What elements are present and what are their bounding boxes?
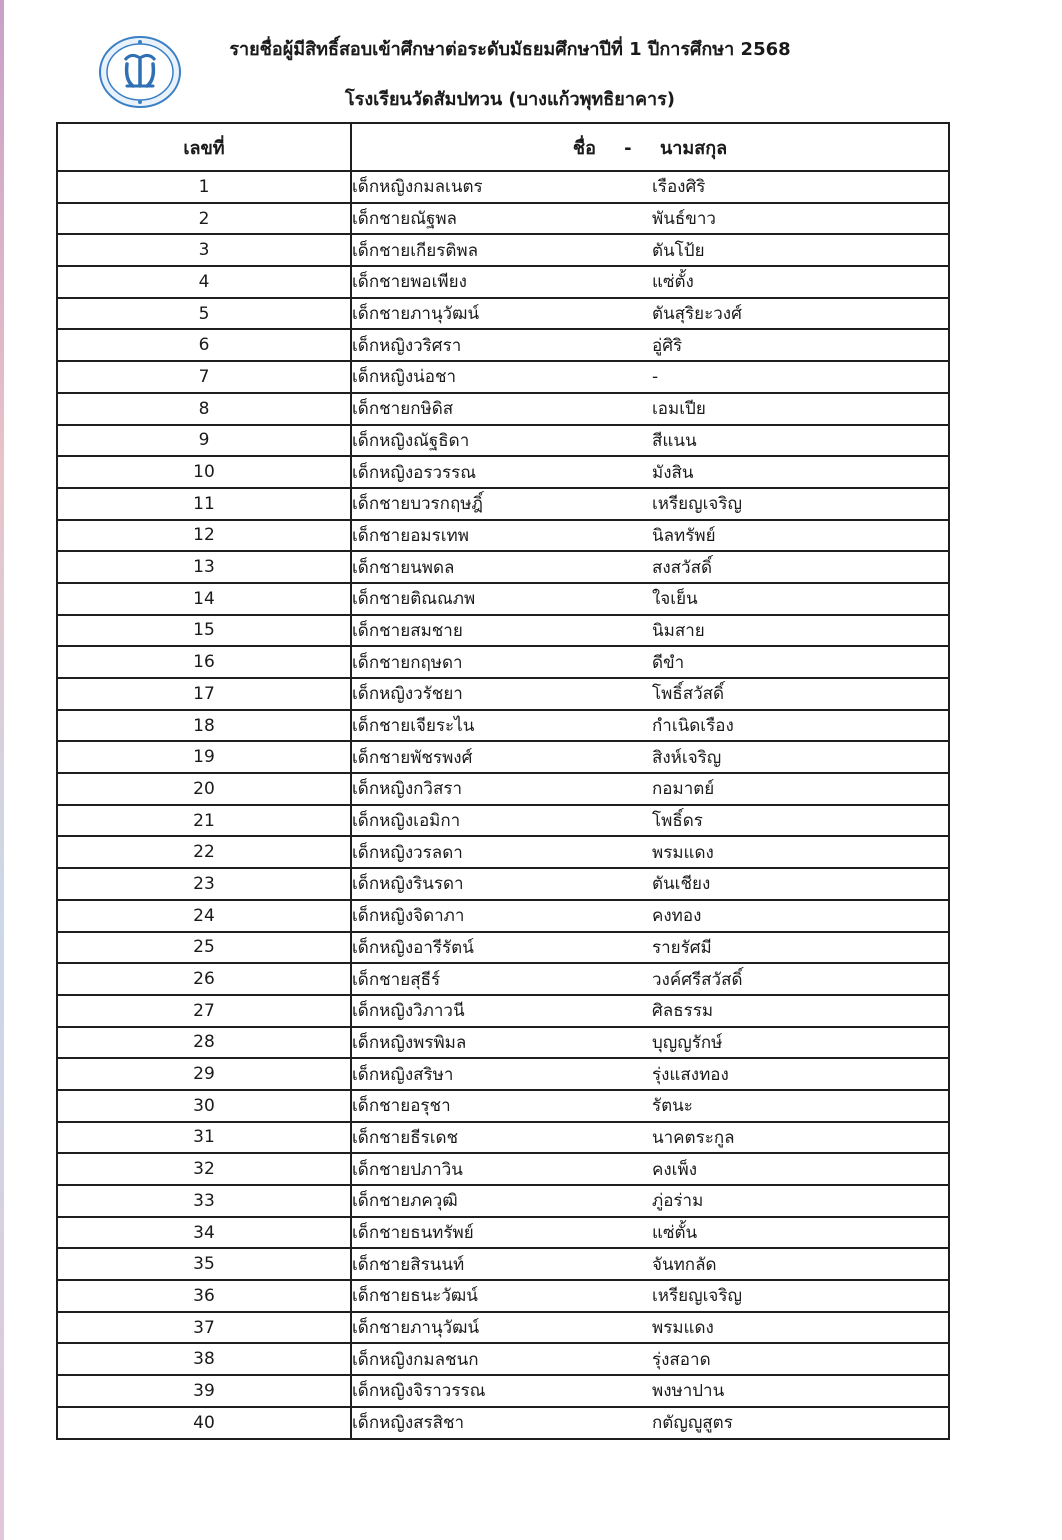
- student-first-name: เด็กชายกษิดิส: [352, 399, 454, 420]
- table-row: [57, 1217, 949, 1249]
- table-row: [57, 551, 949, 583]
- student-last-name: รุ่งสอาด: [652, 1349, 711, 1370]
- table-row: [57, 868, 949, 900]
- student-name-cell: [351, 741, 949, 773]
- student-name-cell: [351, 393, 949, 425]
- student-name-cell: [351, 932, 949, 964]
- student-name-cell: [351, 868, 949, 900]
- row-number: 5: [57, 298, 351, 330]
- student-first-name: เด็กหญิงวรัชยา: [352, 684, 463, 705]
- student-name-cell: [351, 1122, 949, 1154]
- row-number: 24: [57, 900, 351, 932]
- student-last-name: เรืองศิริ: [652, 177, 706, 198]
- table-row: [57, 1027, 949, 1059]
- student-name-cell: [351, 583, 949, 615]
- student-first-name: เด็กชายอมรเทพ: [352, 525, 469, 546]
- table-row: [57, 963, 949, 995]
- student-name-cell: [351, 836, 949, 868]
- row-number: 21: [57, 805, 351, 837]
- row-number: 25: [57, 932, 351, 964]
- column-header-first-name: ชื่อ: [572, 137, 596, 159]
- student-name-cell: [351, 520, 949, 552]
- student-last-name: บุญญรักษ์: [652, 1032, 723, 1053]
- student-name-cell: [351, 234, 949, 266]
- student-name-cell: [351, 1248, 949, 1280]
- table-row: [57, 393, 949, 425]
- student-name-cell: [351, 266, 949, 298]
- student-last-name: -: [652, 367, 659, 388]
- student-name-cell: [351, 646, 949, 678]
- student-last-name: พงษาปาน: [652, 1381, 725, 1402]
- table-row: [57, 425, 949, 457]
- student-first-name: เด็กหญิงจิดาภา: [352, 906, 465, 927]
- student-name-cell: [351, 1343, 949, 1375]
- student-last-name: อู่ศิริ: [652, 335, 683, 356]
- student-first-name: เด็กหญิงวรลดา: [352, 842, 463, 863]
- student-name-cell: [351, 171, 949, 203]
- student-last-name: วงค์ศรีสวัสดิ์: [652, 969, 743, 990]
- page-title: รายชื่อผู้มีสิทธิ์สอบเข้าศึกษาต่อระดับมัธยมศึกษาปีที่ 1 ปีการศึกษา 2568: [229, 39, 791, 60]
- student-last-name: โพธิ์ดร: [652, 811, 703, 832]
- student-last-name: ดีขำ: [652, 652, 685, 673]
- student-first-name: เด็กชายสุธีร์: [352, 969, 441, 990]
- table-row: [57, 1122, 949, 1154]
- student-last-name: กำเนิดเรือง: [652, 716, 734, 737]
- student-name-cell: [351, 1185, 949, 1217]
- student-name-cell: [351, 773, 949, 805]
- student-name-cell: [351, 425, 949, 457]
- student-last-name: ตันสุริยะวงศ์: [652, 304, 742, 325]
- student-last-name: ภู่อร่าม: [652, 1191, 704, 1212]
- table-row: [57, 805, 949, 837]
- row-number: 22: [57, 836, 351, 868]
- table-row: [57, 520, 949, 552]
- student-last-name: ตันเชียง: [652, 874, 711, 895]
- student-name-cell: [351, 361, 949, 393]
- student-name-cell: [351, 298, 949, 330]
- student-first-name: เด็กชายสมชาย: [352, 620, 463, 641]
- student-first-name: เด็กหญิงกมลชนก: [352, 1349, 479, 1370]
- student-last-name: พันธ์ขาว: [652, 209, 716, 230]
- column-header-separator: -: [624, 137, 632, 159]
- student-first-name: เด็กชายเกียรติพล: [352, 240, 479, 261]
- student-first-name: เด็กชายติณณภพ: [352, 589, 476, 610]
- student-last-name: โพธิ์สวัสดิ์: [652, 684, 725, 705]
- table-row: [57, 741, 949, 773]
- school-seal-icon: [97, 34, 183, 110]
- student-first-name: เด็กชายณัฐพล: [352, 209, 457, 230]
- table-row: [57, 646, 949, 678]
- student-name-cell: [351, 1280, 949, 1312]
- student-name-cell: [351, 1027, 949, 1059]
- student-name-cell: [351, 1312, 949, 1344]
- table-row: [57, 1058, 949, 1090]
- row-number: 2: [57, 203, 351, 235]
- student-last-name: สีแนน: [652, 430, 697, 451]
- table-row: [57, 171, 949, 203]
- student-name-cell: [351, 805, 949, 837]
- row-number: 11: [57, 488, 351, 520]
- row-number: 36: [57, 1280, 351, 1312]
- student-first-name: เด็กชายภานุวัฒน์: [352, 304, 480, 325]
- student-first-name: เด็กชายพอเพียง: [352, 272, 467, 293]
- row-number: 30: [57, 1090, 351, 1122]
- row-number: 16: [57, 646, 351, 678]
- row-number: 26: [57, 963, 351, 995]
- student-first-name: เด็กหญิงอารีรัตน์: [352, 937, 474, 958]
- student-last-name: มังสิน: [652, 462, 694, 483]
- row-number: 20: [57, 773, 351, 805]
- student-name-cell: [351, 551, 949, 583]
- table-row: [57, 773, 949, 805]
- student-first-name: เด็กชายธีรเดช: [352, 1127, 459, 1148]
- student-name-cell: [351, 1217, 949, 1249]
- column-header-last-name: นามสกุล: [659, 137, 728, 159]
- student-first-name: เด็กหญิงณัฐธิดา: [352, 430, 470, 451]
- row-number: 15: [57, 615, 351, 647]
- student-name-cell: [351, 488, 949, 520]
- student-last-name: พรมแดง: [652, 1318, 714, 1339]
- student-first-name: เด็กชายธนะวัฒน์: [352, 1286, 478, 1307]
- row-number: 31: [57, 1122, 351, 1154]
- student-first-name: เด็กหญิงรินรดา: [352, 874, 464, 895]
- row-number: 32: [57, 1153, 351, 1185]
- student-name-cell: [351, 329, 949, 361]
- student-first-name: เด็กชายนพดล: [352, 557, 455, 578]
- row-number: 10: [57, 456, 351, 488]
- student-first-name: เด็กหญิงเอมิกา: [352, 811, 461, 832]
- student-name-cell: [351, 963, 949, 995]
- table-row: [57, 488, 949, 520]
- student-first-name: เด็กหญิงอรวรรณ: [352, 462, 477, 483]
- table-row: [57, 995, 949, 1027]
- row-number: 4: [57, 266, 351, 298]
- student-last-name: กอมาตย์: [652, 779, 715, 800]
- student-name-cell: [351, 710, 949, 742]
- school-name: โรงเรียนวัดสัมปทวน (บางแก้วพุทธิยาคาร): [345, 89, 675, 110]
- student-last-name: พรมแดง: [652, 842, 714, 863]
- column-header-number: เลขที่: [57, 123, 351, 171]
- table-row: [57, 615, 949, 647]
- student-last-name: คงเพ็ง: [652, 1159, 697, 1180]
- student-name-cell: [351, 995, 949, 1027]
- table-row: [57, 329, 949, 361]
- student-name-cell: [351, 1153, 949, 1185]
- student-first-name: เด็กชายเจียระไน: [352, 716, 475, 737]
- student-first-name: เด็กหญิงน่อชา: [352, 367, 457, 388]
- student-first-name: เด็กหญิงกมลเนตร: [352, 177, 483, 198]
- page-edge-decoration: [0, 0, 4, 1540]
- table-row: [57, 1312, 949, 1344]
- table-row: [57, 298, 949, 330]
- student-last-name: กตัญญูสูตร: [652, 1413, 733, 1434]
- student-name-cell: [351, 1407, 949, 1439]
- student-name-cell: [351, 678, 949, 710]
- row-number: 8: [57, 393, 351, 425]
- student-last-name: จันทกลัด: [652, 1254, 717, 1275]
- student-last-name: ศิลธรรม: [652, 1001, 714, 1022]
- table-row: [57, 1153, 949, 1185]
- student-name-cell: [351, 615, 949, 647]
- row-number: 18: [57, 710, 351, 742]
- row-number: 13: [57, 551, 351, 583]
- table-row: [57, 1090, 949, 1122]
- student-first-name: เด็กชายสิรนนท์: [352, 1254, 465, 1275]
- table-row: [57, 1280, 949, 1312]
- row-number: 35: [57, 1248, 351, 1280]
- row-number: 3: [57, 234, 351, 266]
- table-row: [57, 456, 949, 488]
- row-number: 1: [57, 171, 351, 203]
- student-last-name: รุ่งแสงทอง: [652, 1064, 729, 1085]
- row-number: 17: [57, 678, 351, 710]
- table-row: [57, 1407, 949, 1439]
- student-last-name: ใจเย็น: [652, 589, 698, 610]
- row-number: 28: [57, 1027, 351, 1059]
- student-name-cell: [351, 1058, 949, 1090]
- student-name-cell: [351, 1090, 949, 1122]
- row-number: 34: [57, 1217, 351, 1249]
- table-row: [57, 583, 949, 615]
- table-row: [57, 900, 949, 932]
- student-last-name: รัตนะ: [652, 1096, 693, 1117]
- student-name-cell: [351, 1375, 949, 1407]
- table-row: [57, 932, 949, 964]
- student-last-name: แซ่ตั้น: [652, 1223, 698, 1244]
- student-first-name: เด็กชายปภาวิน: [352, 1159, 463, 1180]
- table-row: [57, 1375, 949, 1407]
- student-first-name: เด็กชายธนทรัพย์: [352, 1223, 474, 1244]
- student-first-name: เด็กชายบวรกฤษฎิ์: [352, 494, 483, 515]
- row-number: 7: [57, 361, 351, 393]
- table-row: [57, 361, 949, 393]
- row-number: 23: [57, 868, 351, 900]
- student-last-name: นิมสาย: [652, 620, 705, 641]
- student-first-name: เด็กหญิงวริศรา: [352, 335, 462, 356]
- student-first-name: เด็กชายภควุฒิ: [352, 1191, 458, 1212]
- row-number: 40: [57, 1407, 351, 1439]
- row-number: 39: [57, 1375, 351, 1407]
- student-name-cell: [351, 456, 949, 488]
- table-body: [57, 171, 949, 1439]
- student-last-name: รายรัศมี: [652, 937, 712, 958]
- row-number: 37: [57, 1312, 351, 1344]
- table-row: [57, 1343, 949, 1375]
- student-first-name: เด็กหญิงพรพิมล: [352, 1032, 467, 1053]
- student-last-name: เหรียญเจริญ: [652, 494, 742, 515]
- table-header-row: [57, 123, 949, 171]
- student-last-name: สิงห์เจริญ: [652, 747, 722, 768]
- row-number: 14: [57, 583, 351, 615]
- column-header-name: [351, 123, 949, 171]
- table-row: [57, 1185, 949, 1217]
- student-first-name: เด็กหญิงสริษา: [352, 1064, 454, 1085]
- student-name-cell: [351, 203, 949, 235]
- student-first-name: เด็กชายอรุชา: [352, 1096, 451, 1117]
- row-number: 19: [57, 741, 351, 773]
- row-number: 9: [57, 425, 351, 457]
- student-name-cell: [351, 900, 949, 932]
- student-first-name: เด็กชายภานุวัฒน์: [352, 1318, 480, 1339]
- student-last-name: เอมเปีย: [652, 399, 706, 420]
- table-row: [57, 836, 949, 868]
- student-roster-table: [56, 122, 950, 1440]
- row-number: 12: [57, 520, 351, 552]
- student-last-name: คงทอง: [652, 906, 702, 927]
- student-first-name: เด็กหญิงกวิสรา: [352, 779, 463, 800]
- row-number: 38: [57, 1343, 351, 1375]
- student-last-name: แซ่ตั้ง: [652, 272, 694, 293]
- row-number: 6: [57, 329, 351, 361]
- student-last-name: นิลทรัพย์: [652, 525, 716, 546]
- student-last-name: ตันโป้ย: [652, 240, 705, 261]
- row-number: 27: [57, 995, 351, 1027]
- table-row: [57, 678, 949, 710]
- row-number: 33: [57, 1185, 351, 1217]
- student-first-name: เด็กหญิงจิราวรรณ: [352, 1381, 486, 1402]
- student-last-name: นาคตระกูล: [652, 1127, 735, 1148]
- student-first-name: เด็กชายกฤษดา: [352, 652, 463, 673]
- student-first-name: เด็กหญิงวิภาวนี: [352, 1001, 465, 1022]
- table-row: [57, 203, 949, 235]
- student-last-name: เหรียญเจริญ: [652, 1286, 742, 1307]
- table-row: [57, 710, 949, 742]
- table-row: [57, 1248, 949, 1280]
- table-row: [57, 234, 949, 266]
- student-first-name: เด็กหญิงสรสิชา: [352, 1413, 465, 1434]
- row-number: 29: [57, 1058, 351, 1090]
- student-last-name: สงสวัสดิ์: [652, 557, 713, 578]
- student-first-name: เด็กชายพัชรพงศ์: [352, 747, 473, 768]
- table-row: [57, 266, 949, 298]
